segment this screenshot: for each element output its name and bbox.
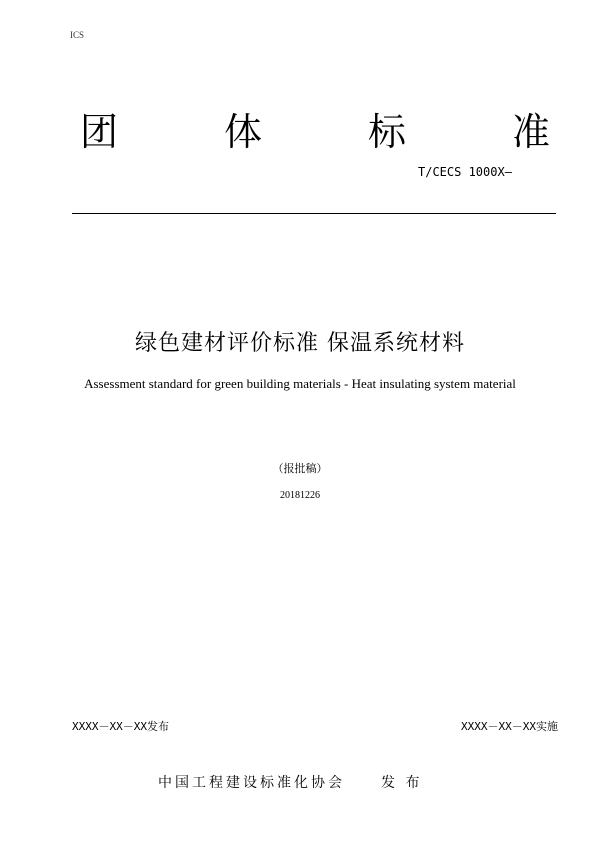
title-chinese: 绿色建材评价标准 保温系统材料 <box>135 331 465 356</box>
header-divider <box>72 213 556 214</box>
document-heading <box>80 108 550 156</box>
draft-status: （报批稿） <box>272 462 328 475</box>
date-code: 20181226 <box>280 490 320 501</box>
heading-char-2: 体 <box>223 110 262 154</box>
standard-number: T/CECS 1000X— <box>418 165 512 179</box>
issuer-action: 发 布 <box>381 775 423 791</box>
ics-label: ICS <box>70 30 85 40</box>
issuer-organization: 中国工程建设标准化协会 <box>158 775 345 791</box>
publish-date: XXXX－XX－XX发布 <box>72 720 169 733</box>
heading-char-3: 标 <box>367 110 406 154</box>
implement-date: XXXX－XX－XX实施 <box>461 720 558 733</box>
heading-char-4: 准 <box>511 110 550 154</box>
heading-char-1: 团 <box>80 110 119 154</box>
title-english: Assessment standard for green building materials - Heat insulating system material <box>84 376 516 391</box>
issuer-line <box>158 772 422 792</box>
